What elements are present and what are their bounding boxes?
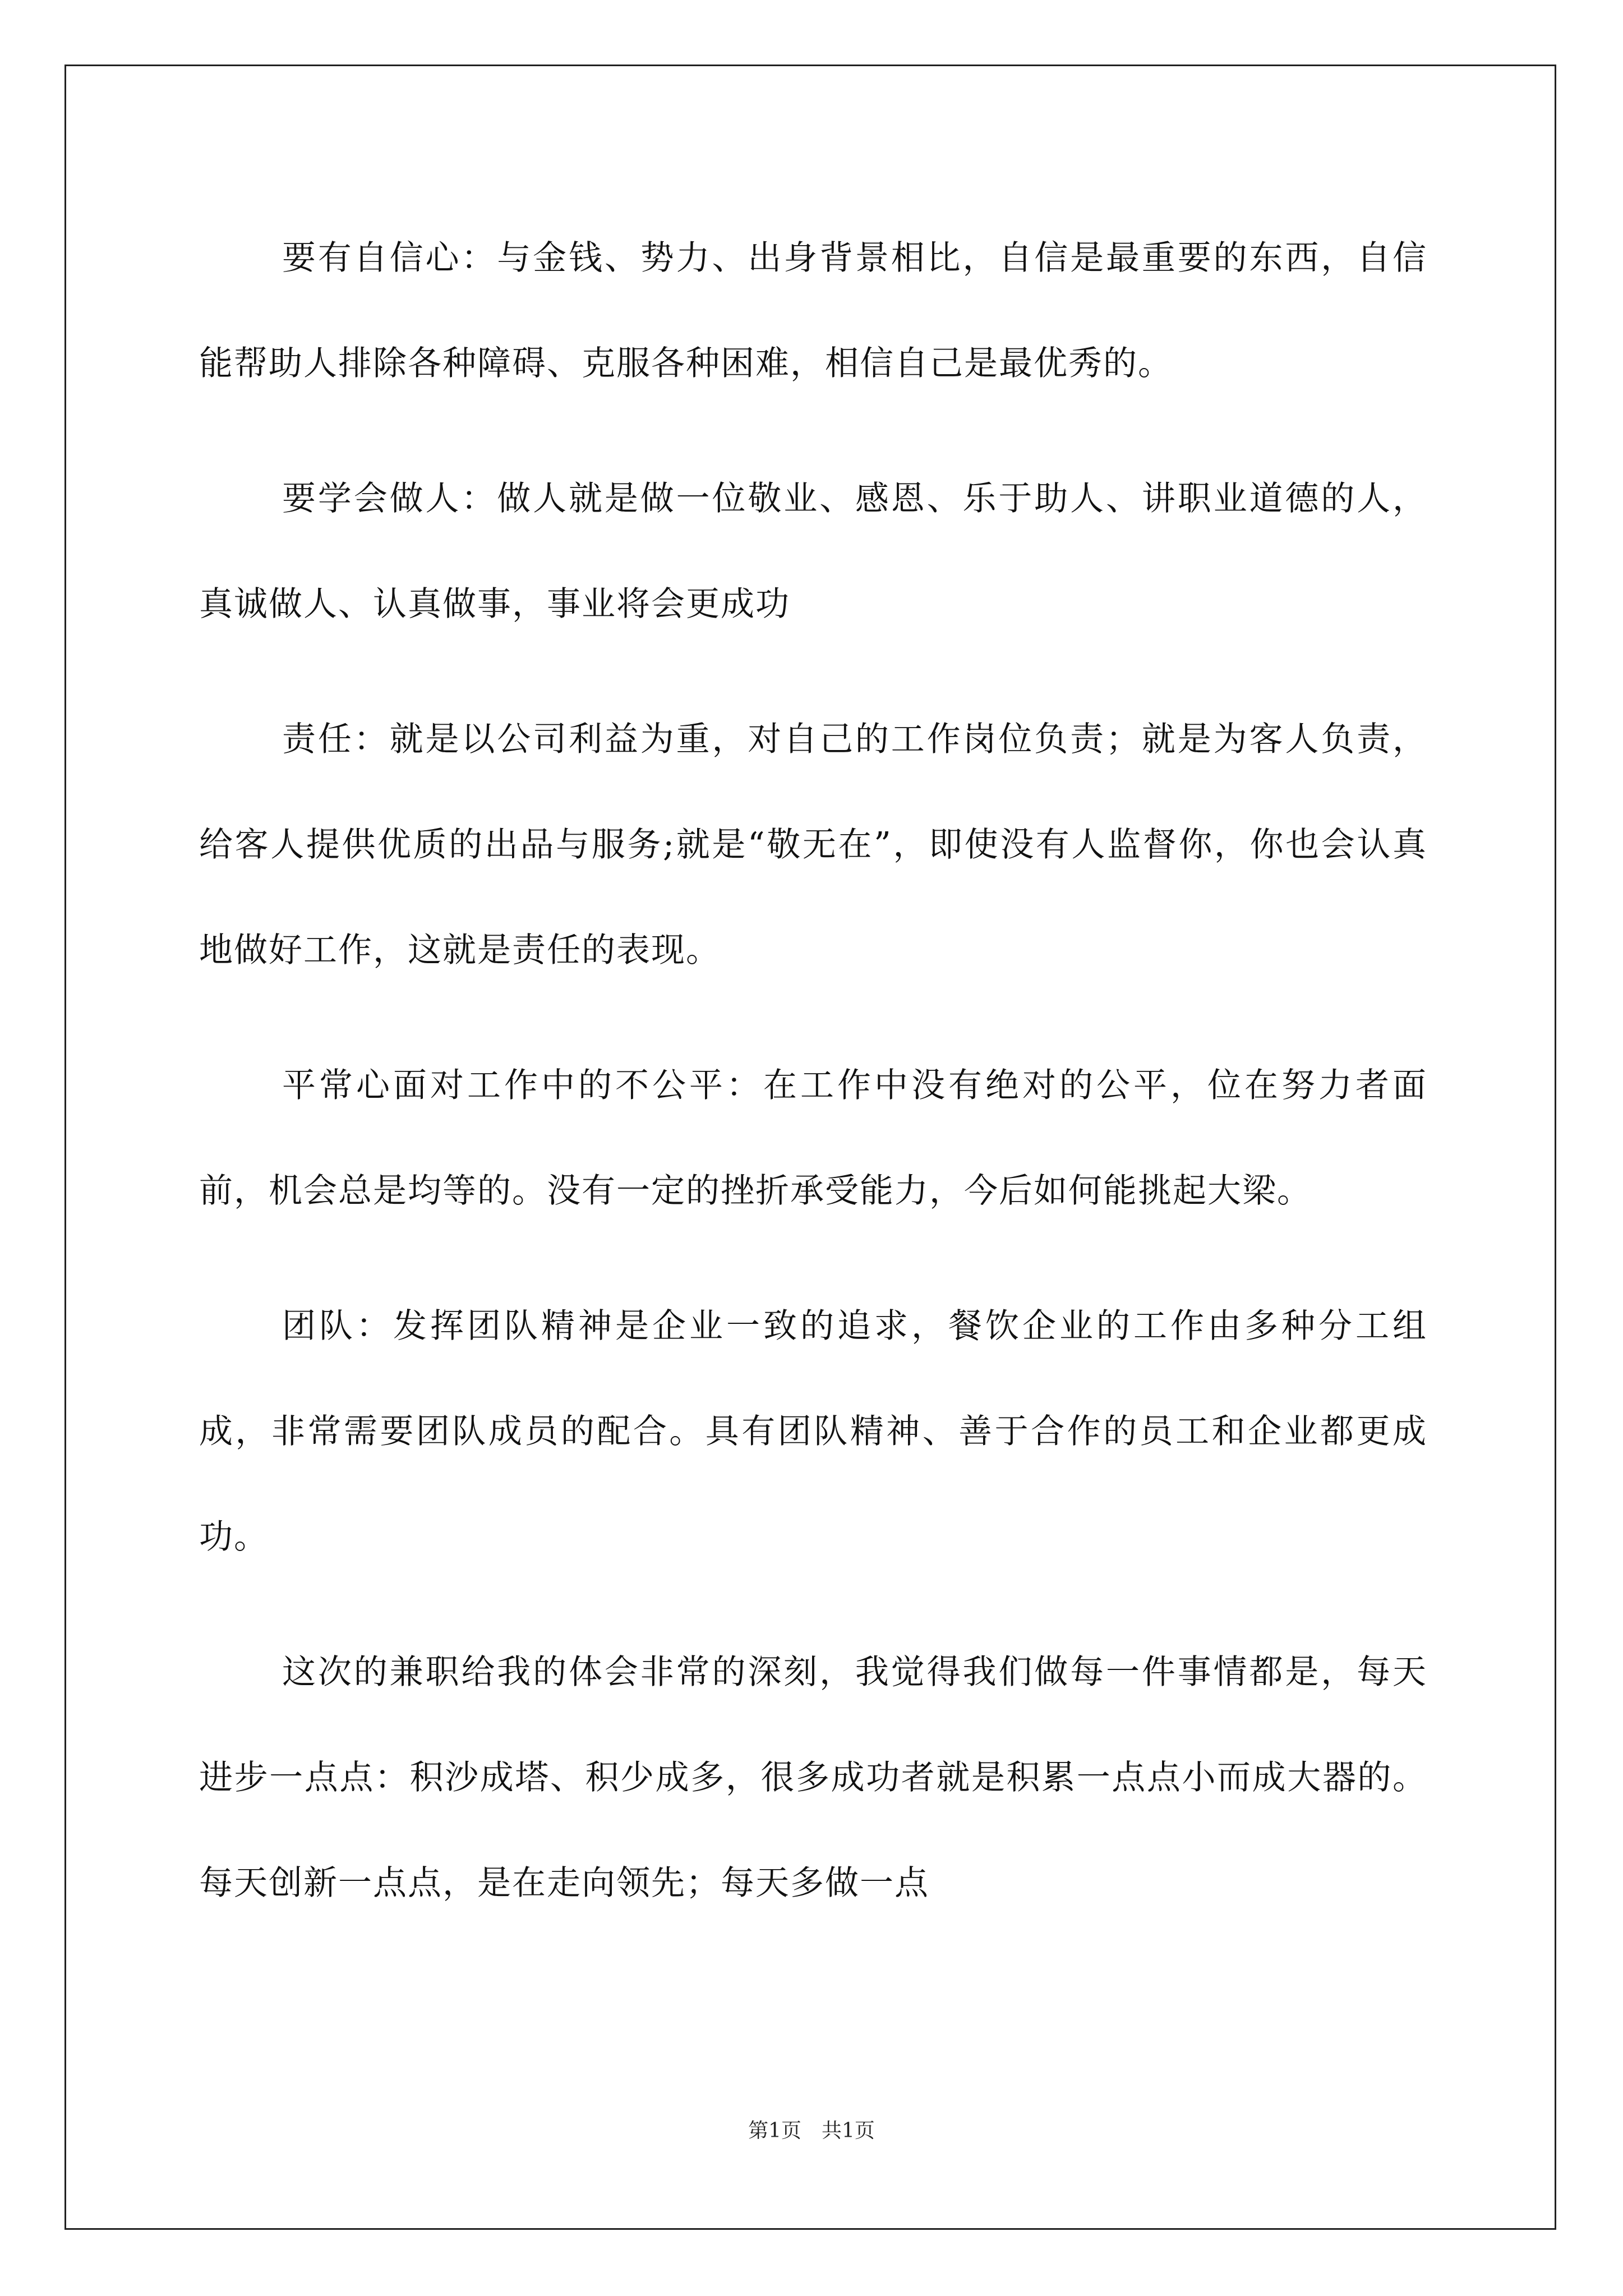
paragraph-be-a-good-person: 要学会做人：做人就是做一位敬业、感恩、乐于助人、讲职业道德的人，真诚做人、认真做事，事业将会更成功 [199,479,1427,624]
page-number-footer: 第1页 共1页 [748,2119,875,2142]
paragraph-unfairness: 平常心面对工作中的不公平：在工作中没有绝对的公平，位在努力者面前，机会总是均等的。没有一定的挫折承受能力，今后如何能挑起大梁。 [199,1066,1427,1211]
paragraph-responsibility: 责任：就是以公司利益为重，对自己的工作岗位负责；就是为客人负责，给客人提供优质的出品与服务;就是“敬无在”，即使没有人监督你，你也会认真地做好工作，这就是责任的表现。 [199,720,1427,970]
paragraph-self-confidence: 要有自信心：与金钱、势力、出身背景相比，自信是最重要的东西，自信能帮助人排除各种障碍、克服各种困难，相信自己是最优秀的。 [199,238,1427,383]
paragraph-teamwork: 团队：发挥团队精神是企业一致的追求，餐饮企业的工作由多种分工组成，非常需要团队成员的配合。具有团队精神、善于合作的员工和企业都更成功。 [199,1306,1427,1557]
paragraph-reflection: 这次的兼职给我的体会非常的深刻，我觉得我们做每一件事情都是，每天进步一点点：积沙成塔、积少成多，很多成功者就是积累一点点小而成大器的。每天创新一点点，是在走向领先；每天多做一点 [199,1653,1427,1903]
document-body [199,205,1427,1966]
